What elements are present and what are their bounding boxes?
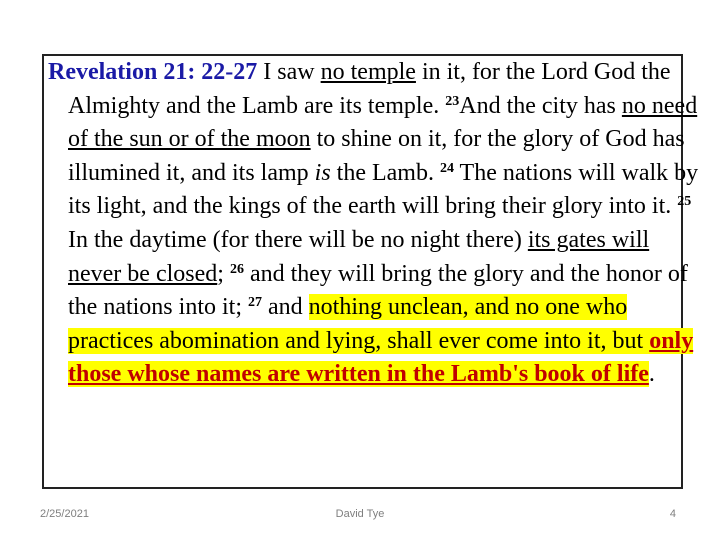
passage-text: In the daytime (for there will be no night there): [68, 226, 528, 253]
highlighted-text: nothing unclean, and no one who practices abomination and lying, shall ever come into it, but: [68, 294, 650, 354]
slide-number: 4: [669, 508, 676, 520]
verse-number: 24: [439, 160, 454, 176]
scripture-reference: Revelation 21: 22-27: [48, 59, 258, 85]
passage-end: .: [648, 361, 655, 388]
passage-text: the Lamb.: [330, 159, 440, 186]
passage-text: And the city has: [459, 92, 622, 119]
highlighted-emphasis-text: only those whose names are written in the Lamb's book of life: [68, 327, 694, 388]
footer-author: David Tye: [335, 508, 385, 520]
scripture-passage: [48, 56, 704, 392]
passage-text: and they will bring the glory and the honor of the nations into it;: [68, 260, 688, 321]
underlined-phrase: no temple: [320, 59, 416, 85]
passage-text: in it, for the Lord God the Almighty and the Lamb are its temple.: [68, 59, 671, 119]
passage-text: ;: [217, 260, 230, 287]
footer-date: 2/25/2021: [40, 508, 89, 520]
underlined-phrase: no need of the sun or of the moon: [68, 92, 698, 153]
underlined-phrase: its gates will never be closed: [68, 226, 650, 287]
italic-word: is: [314, 159, 331, 186]
verse-number: 25: [677, 194, 692, 210]
verse-number: 26: [229, 261, 244, 277]
passage-text: I saw: [257, 59, 321, 85]
passage-text: The nations will walk by its light, and the kings of the earth will bring their glory into it.: [68, 159, 699, 220]
passage-text: and: [262, 294, 309, 321]
passage-text: to shine on it, for the glory of God has illumined it, and its lamp: [68, 126, 685, 186]
verse-number: 27: [248, 295, 262, 311]
verse-number: 23: [445, 93, 460, 109]
